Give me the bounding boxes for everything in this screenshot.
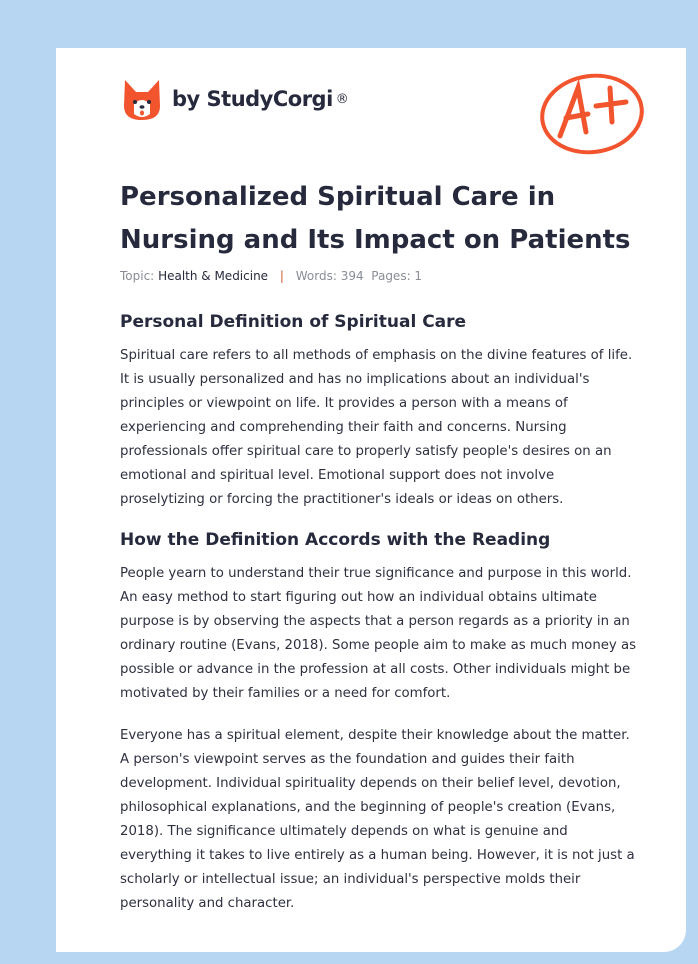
topic-label: Topic: — [120, 269, 155, 283]
document-card — [56, 48, 686, 952]
corgi-icon — [122, 76, 162, 122]
brand-name: by StudyCorgi — [172, 87, 333, 111]
paragraph: People yearn to understand their true significance and purpose in this world. An easy method to start figuring out how an individual obtains ultimate purpose is by observing the aspects that a person regards as a priority in an ordinary routine (Evans, 2018). Some people aim to make as much money as possible or advance in the profession at all costs. Other individuals might be motivated by their families or a need for comfort. — [120, 566, 637, 701]
registered-mark: ® — [335, 91, 349, 107]
paragraph: Everyone has a spiritual element, despite their knowledge about the matter. A person's viewpoint serves as the foundation and guides their faith development. Individual spirituality depends on their belief level, devotion, philosophical explanations, and the beginning of people's creation (Evans, 2018). The significance ultimately depends on what is genuine and everything it takes to live entirely as a human being. However, it is not just a scholarly or intellectual issue; an individual's perspective molds their personality and character. — [120, 728, 635, 911]
section-heading: How the Definition Accords with the Reading — [120, 530, 551, 550]
topic-link[interactable]: Health & Medicine — [158, 269, 269, 283]
section-heading: Personal Definition of Spiritual Care — [120, 312, 467, 332]
page-title: Personalized Spiritual Care in Nursing and Its Impact on Patients — [120, 182, 631, 255]
paragraph: Spiritual care refers to all methods of emphasis on the divine features of life. It is usually personalized and has no implications about an individual's principles or viewpoint on life. It provides a person with a means of experiencing and comprehending their faith and concerns. Nursing professionals offer spiritual care to properly satisfy people's desires on an emotional and spiritual level. Emotional support does not involve proselytizing or forcing the practitioner's ideals or ideas on others. — [120, 348, 633, 507]
page-count: Pages: 1 — [371, 269, 423, 283]
a-plus-grade-icon — [538, 68, 648, 158]
article-meta — [120, 269, 422, 283]
article-body — [120, 312, 640, 934]
meta-separator: | — [279, 269, 284, 283]
studycorgi-logo[interactable] — [122, 76, 349, 122]
word-count: Words: 394 — [295, 269, 364, 283]
